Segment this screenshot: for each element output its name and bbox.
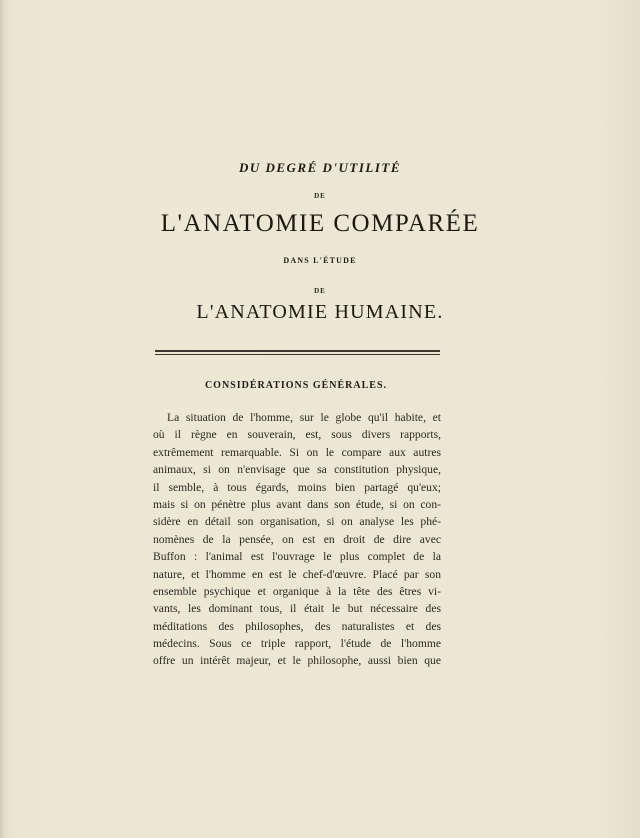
body-line: ensemble psychique et organique à la tête des êtres vi-: [153, 584, 441, 598]
heading-dans-l-etude: DANS L'ÉTUDE: [283, 256, 357, 265]
body-line: où il règne en souverain, est, sous divers rapports,: [153, 428, 441, 442]
body-line: offre un intérêt majeur, et le philosophe, aussi bien que: [153, 654, 441, 668]
body-line: sidère en détail son organisation, si on analyse les phé-: [153, 515, 441, 529]
body-line: La situation de l'homme, sur le globe qu'il habite, et: [167, 411, 441, 424]
heading-word-de: DE: [314, 192, 326, 200]
double-rule-divider: [155, 350, 440, 355]
body-line: médecins. Sous ce triple rapport, l'étude de l'homme: [153, 637, 441, 651]
body-line: vants, les dominant tous, il était le but nécessaire des: [153, 602, 441, 616]
body-line: méditations des philosophes, des naturalistes et des: [153, 619, 441, 633]
section-title: CONSIDÉRATIONS GÉNÉRALES.: [204, 380, 388, 391]
body-paragraph: [153, 409, 441, 670]
page-edge-shadow: [0, 0, 5, 838]
body-line: nomènes de la pensée, on est en droit de dire avec: [153, 532, 441, 546]
body-line: il semble, à tous égards, moins bien partagé qu'eux;: [153, 480, 441, 494]
body-line: extrêmement remarquable. Si on le compare aux autres: [153, 445, 441, 459]
heading-line-1: DU DEGRÉ D'UTILITÉ: [238, 160, 402, 175]
body-line: mais si on pénètre plus avant dans son étude, si on con-: [153, 497, 441, 511]
title-anatomie-comparee: L'ANATOMIE COMPARÉE: [160, 210, 480, 237]
title-anatomie-humaine: L'ANATOMIE HUMAINE.: [196, 301, 444, 323]
body-line: animaux, si on n'envisage que sa constitution physique,: [153, 463, 441, 477]
heading-word-de-2: DE: [314, 287, 326, 295]
body-line: nature, et l'homme en est le chef-d'œuvre. Placé par son: [153, 567, 441, 581]
body-line: Buffon : l'animal est l'ouvrage le plus complet de la: [153, 550, 441, 564]
